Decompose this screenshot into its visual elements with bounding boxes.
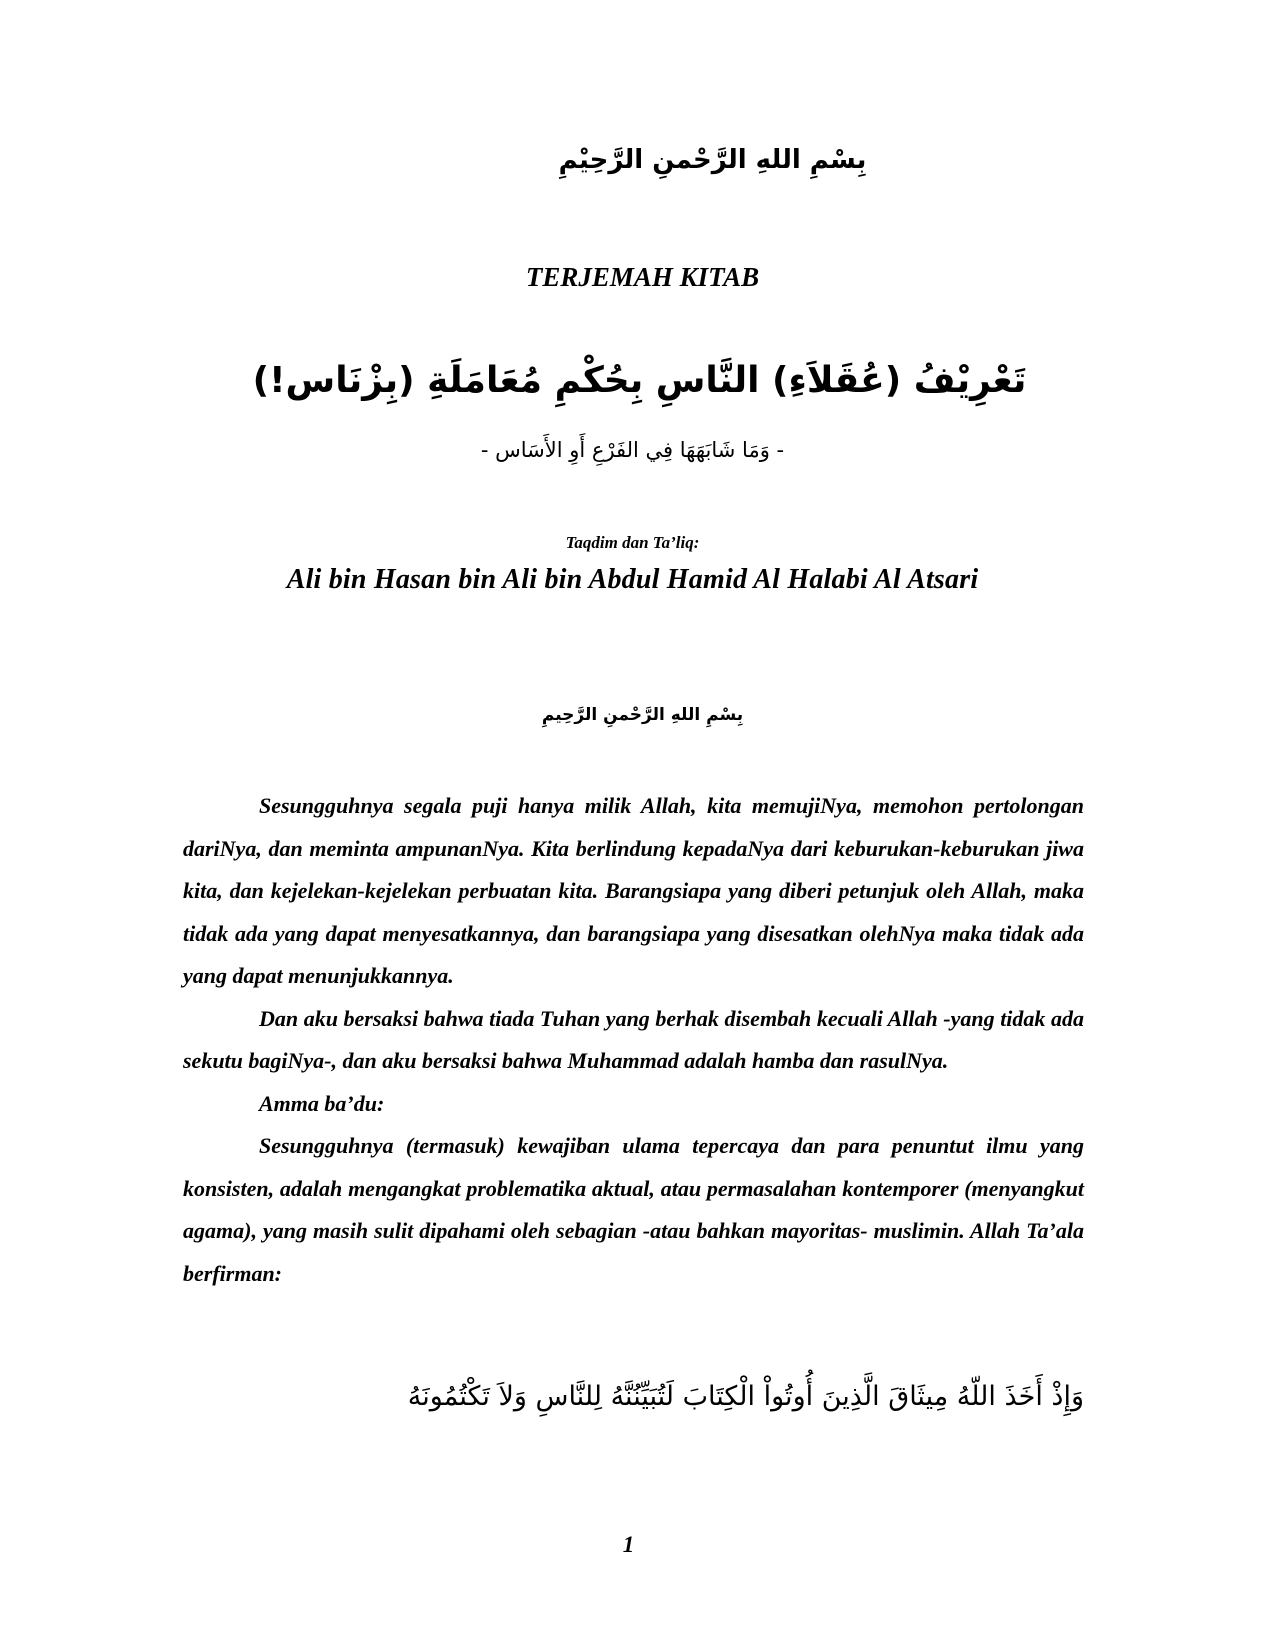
- paragraph: Amma ba’du:: [259, 1090, 385, 1116]
- paragraph: Sesungguhnya segala puji hanya milik Allah, kita memujiNya, memohon pertolongan dariNya, dan meminta ampunanNya. Kita berlindung kepadaNya dari keburukan-keburukan jiwa kita, dan kejelekan-kejelekan perbuatan kita. Barangsiapa yang diberi petunjuk oleh Allah, maka tidak ada yang dapat menyesatkannya, dan barangsiapa yang disesatkan olehNya maka tidak ada yang dapat menunjukkannya.: [183, 793, 1084, 988]
- kitab-label: TERJEMAH KITAB: [525, 262, 760, 292]
- basmala-heading: بِسْمِ اللهِ الرَّحْمنِ الرَّحِيْمِ: [558, 145, 867, 175]
- quran-verse: وَإِذْ أَخَذَ اللّهُ مِيثَاقَ الَّذِينَ أُوتُواْ الْكِتَابَ لَتُبَيِّنُنَّهُ لِلنَّاسِ وَلاَ تَكْتُمُونَهُ: [407, 1381, 1084, 1412]
- page-number: 1: [622, 1532, 635, 1557]
- paragraph: Dan aku bersaksi bahwa tiada Tuhan yang berhak disembah kecuali Allah -yang tidak ada sekutu bagiNya-, dan aku bersaksi bahwa Muhammad adalah hamba dan rasulNya.: [183, 1005, 1084, 1073]
- arabic-subtitle: - وَمَا شَابَهَهَا فِي الفَرْعِ أَوِ الأَسَاس -: [480, 438, 785, 462]
- taqdim-label: Taqdim dan Ta’liq:: [565, 533, 700, 552]
- author-name: Ali bin Hasan bin Ali bin Abdul Hamid Al Halabi Al Atsari: [286, 564, 979, 595]
- body-text: [183, 785, 1084, 1295]
- arabic-title: تَعْرِيْفُ (عُقَلاَءِ) النَّاسِ بِحُكْمِ مُعَامَلَةِ (بِزْنَاس!): [252, 360, 1027, 401]
- basmala-small: بِسْمِ اللهِ الرَّحْمنِ الرَّحِيمِ: [541, 705, 744, 725]
- paragraph: Sesungguhnya (termasuk) kewajiban ulama tepercaya dan para penuntut ilmu yang konsisten, adalah mengangkat problematika aktual, atau permasalahan kontemporer (menyangkut agama), yang masih sulit dipahami oleh sebagian -atau bahkan mayoritas- muslimin. Allah Ta’ala berfirman:: [183, 1133, 1084, 1286]
